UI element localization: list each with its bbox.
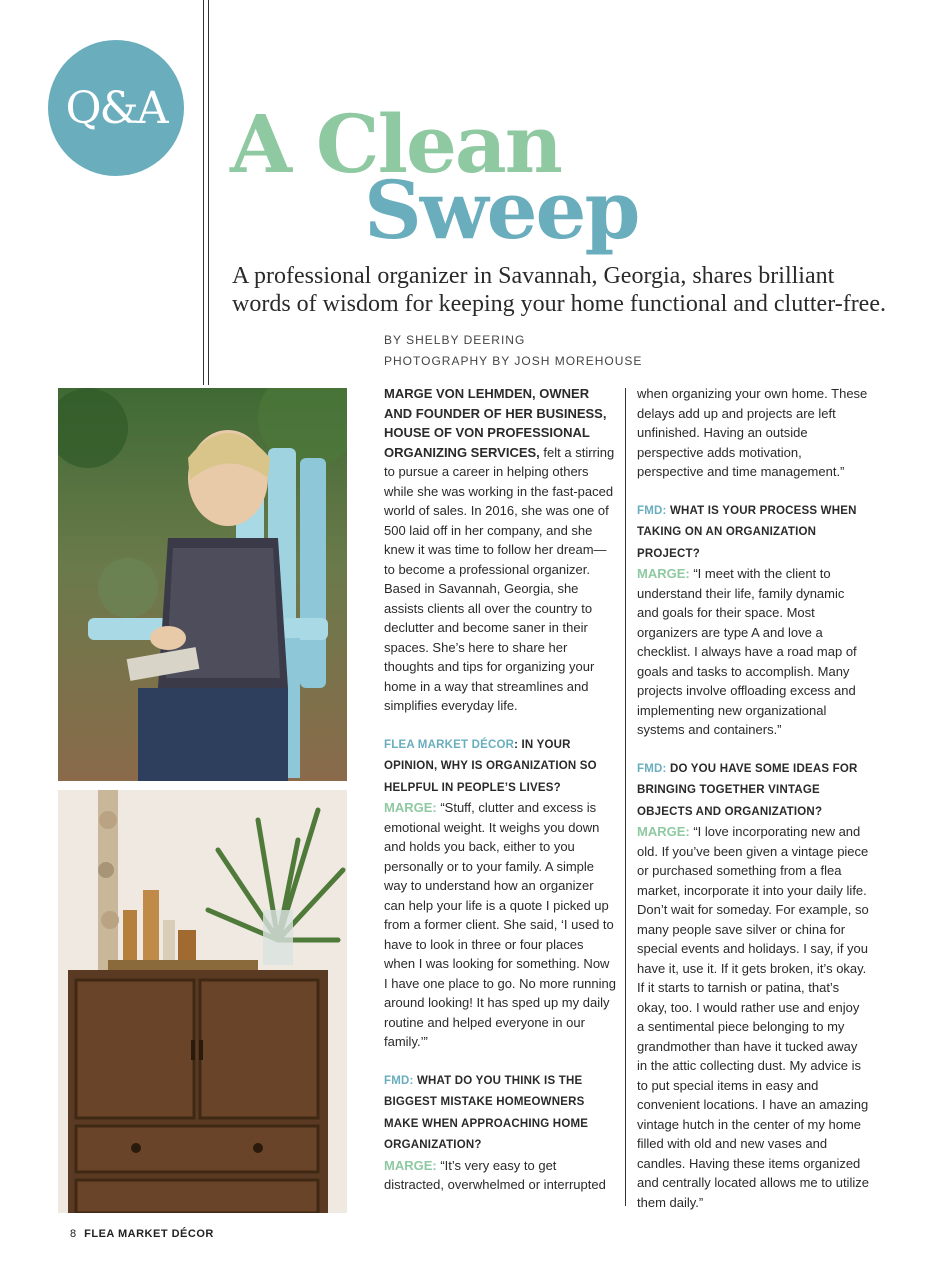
question-text: WHAT IS YOUR PROCESS WHEN TAKING ON AN ORGANIZATION PROJECT? (637, 504, 857, 560)
cabinet-photo (58, 790, 347, 1213)
speaker: MARGE: (384, 800, 437, 815)
question-3 (637, 500, 869, 565)
asker: FMD: (637, 762, 667, 775)
asker: FMD: (637, 504, 667, 517)
answer-2 (384, 1156, 616, 1195)
question-1 (384, 734, 616, 799)
decorative-rule (203, 0, 204, 385)
asker: FLEA MARKET DÉCOR (384, 738, 515, 751)
page-footer (70, 1228, 214, 1240)
byline-photographer: PHOTOGRAPHY BY JOSH MOREHOUSE (384, 354, 643, 368)
answer-3 (637, 564, 869, 740)
question-4 (637, 758, 869, 823)
article-column-left (384, 384, 616, 1195)
article-subtitle: A professional organizer in Savannah, Georgia, shares brilliant words of wisdom for keeping your home functional and clutter-free. (232, 263, 886, 317)
decorative-rule (208, 0, 209, 385)
question-text: DO YOU HAVE SOME IDEAS FOR BRINGING TOGETHER VINTAGE OBJECTS AND ORGANIZATION? (637, 762, 858, 818)
article-title-line1: A Clean (230, 97, 561, 191)
article-column-right (637, 384, 869, 1212)
answer-text: “It’s very easy to get distracted, overwhelmed or interrupted (384, 1157, 606, 1192)
column-divider (625, 388, 626, 1206)
article-title-line2: Sweep (364, 163, 639, 257)
answer-1 (384, 798, 616, 1052)
intro-paragraph (384, 384, 616, 716)
question-2 (384, 1070, 616, 1156)
asker: FMD: (384, 1074, 414, 1087)
speaker: MARGE: (637, 566, 690, 581)
answer-2-continued: when organizing your own home. These delays add up and projects are left unfinished. Having an outside perspective adds motivation, perspective and time management.” (637, 386, 868, 479)
byline-author: BY SHELBY DEERING (384, 333, 526, 347)
magazine-name: FLEA MARKET DÉCOR (84, 1228, 214, 1240)
answer-4 (637, 822, 869, 1212)
speaker: MARGE: (384, 1157, 437, 1173)
question-text: : IN YOUR OPINION, WHY IS ORGANIZATION SO HELPFUL IN PEOPLE’S LIVES? (384, 738, 597, 794)
answer-text: “I meet with the client to understand their life, family dynamic and goals for their space. Most organizers are type A and love a checklist. I always have a road map of goals and tasks to accomplish. Many projects involve offloading excess and implementing new organizational systems and containers.” (637, 566, 857, 737)
intro-body: felt a stirring to pursue a career in helping others while she was working in the fast-paced world of sales. In 2016, she was one of 500 laid off in her company, and she knew it was time to follow her dream—to become a professional organizer. Based in Savannah, Georgia, she assists clients all over the country to declutter and become saner in their spaces. She’s here to share her thoughts and tips for organizing your home in a way that streamlines and simplifies everyday life. (384, 444, 615, 713)
qa-badge: Q&A (48, 40, 184, 176)
answer-text: “Stuff, clutter and excess is emotional weight. It weighs you down and holds you back, either to you personally or to your family. A simple way to understand how an organizer can help your life is a quote I picked up from a former client. She said, ‘I used to have to look in three or four places when I was looking for something. Now I have one place to go. No more running around looking! It has sped up my daily routine and helped everyone in our family.’” (384, 800, 616, 1049)
page-number: 8 (70, 1228, 77, 1240)
question-text: WHAT DO YOU THINK IS THE BIGGEST MISTAKE HOMEOWNERS MAKE WHEN APPROACHING HOME ORGANIZATION? (384, 1074, 589, 1151)
intro-lead: MARGE VON LEHMDEN, OWNER AND FOUNDER OF HER BUSINESS, HOUSE OF VON PROFESSIONAL ORGANIZING SERVICES, (384, 386, 607, 460)
answer-text: “I love incorporating new and old. If you’ve been given a vintage piece or purchased something from a flea market, incorporate it into your daily life. Don’t wait for someday. For example, so many people save silver or china for special events and holidays. I say, if you have it, use it. If it gets broken, it’s okay. If it starts to tarnish or patina, that’s okay, too. I would rather use and enjoy a sentimental piece belonging to my grandmother than have it tucked away in the attic collecting dust. My advice is to put special items in easy and convenient locations. I have an amazing vintage hutch in the center of my home filled with old and new vases and candles. Having these items organized and centrally located allows me to utilize them daily.” (637, 824, 869, 1210)
portrait-photo (58, 388, 347, 781)
speaker: MARGE: (637, 824, 690, 839)
